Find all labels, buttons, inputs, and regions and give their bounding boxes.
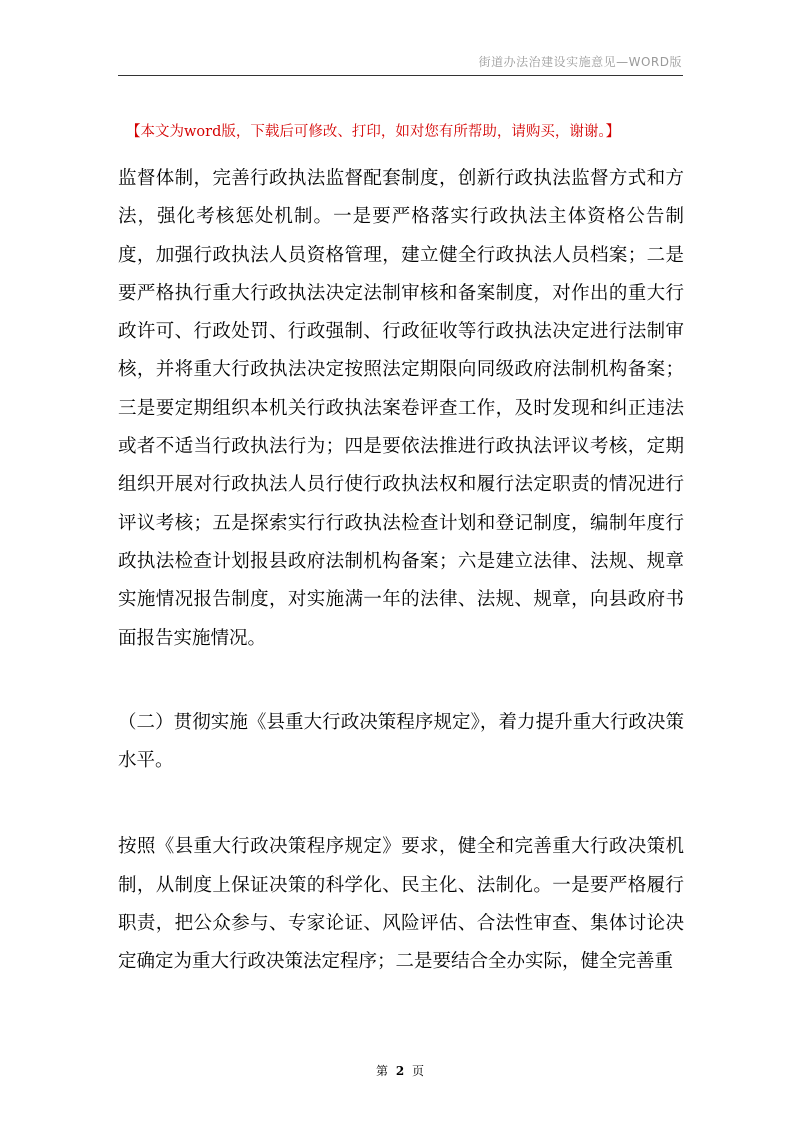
page-number: 2 — [395, 1064, 405, 1078]
document-header-title: 街道办法治建设实施意见—WORD版 — [478, 55, 682, 69]
footer-prefix: 第 — [375, 1064, 388, 1078]
page-footer — [0, 1062, 800, 1079]
paragraph-supervision: 监督体制，完善行政执法监督配套制度，创新行政执法监督方式和方法，强化考核惩处机制。一是要严格落实行政执法主体资格公告制度，加强行政执法人员资格管理，建立健全行政执法人员档案；二是要严格执行重大行政执法决定法制审核和备案制度，对作出的重大行政许可、行政处罚、行政强制、行政征收等行政执法决定进行法制审核，并将重大行政执法决定按照法定期限向同级政府法制机构备案；三是要定期组织本机关行政执法案卷评查工作，及时发现和纠正违法或者不适当行政执法行为；四是要依法推进行政执法评议考核，定期组织开展对行政执法人员行使行政执法权和履行法定职责的情况进行评议考核；五是探索实行行政执法检查计划和登记制度，编制年度行政执法检查计划报县政府法制机构备案；六是建立法律、法规、规章实施情况报告制度，对实施满一年的法律、法规、规章，向县政府书面报告实施情况。 — [118, 168, 684, 649]
header-divider — [118, 75, 683, 76]
download-notice: 【本文为word版，下载后可修改、打印，如对您有所帮助，请购买，谢谢。】 — [126, 124, 621, 140]
document-body — [118, 160, 684, 982]
footer-suffix: 页 — [412, 1064, 425, 1078]
paragraph-decision-procedure: 按照《县重大行政决策程序规定》要求，健全和完善重大行政决策机制，从制度上保证决策的科学化、民主化、法制化。一是要严格履行职责，把公众参与、专家论证、风险评估、合法性审查、集体讨论决定确定为重大行政决策法定程序；二是要结合全办实际，健全完善重 — [118, 836, 684, 973]
section-heading-two: （二）贯彻实施《县重大行政决策程序规定》，着力提升重大行政决策水平。 — [118, 711, 684, 772]
